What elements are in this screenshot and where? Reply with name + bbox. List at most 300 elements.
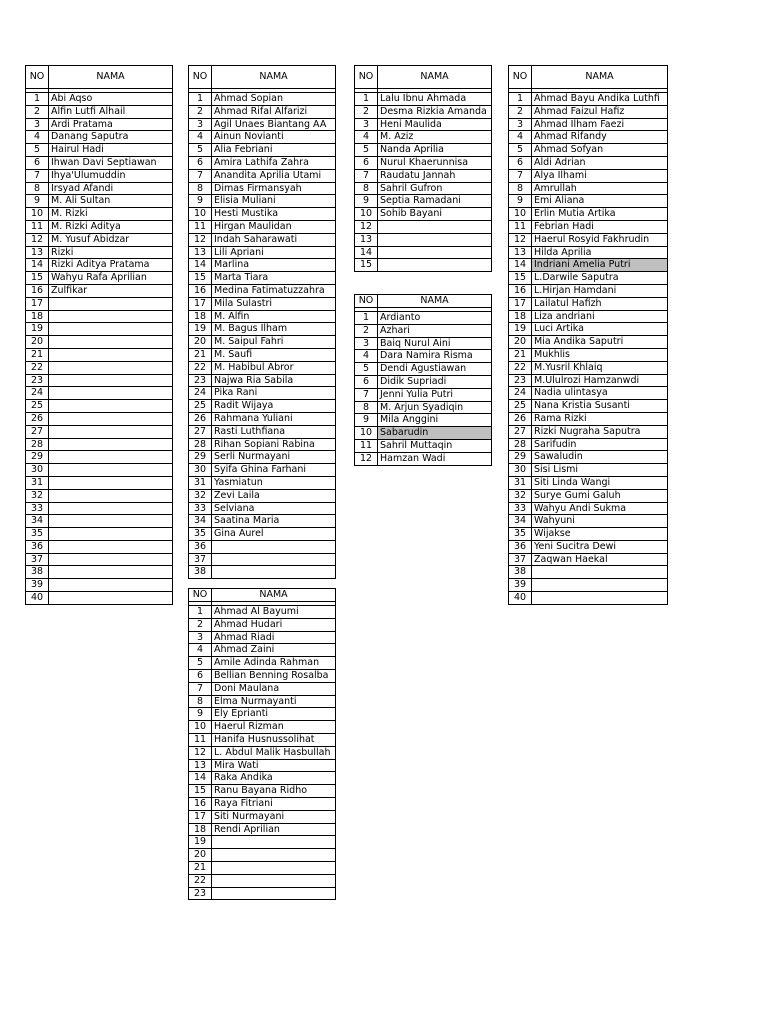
table-row bbox=[26, 553, 173, 566]
row-name bbox=[49, 528, 173, 541]
row-number: 31 bbox=[26, 476, 49, 489]
row-name: M. Habibul Abror bbox=[212, 361, 336, 374]
row-number: 10 bbox=[26, 208, 49, 221]
row-name bbox=[49, 476, 173, 489]
row-number: 23 bbox=[509, 374, 532, 387]
row-name: M. Rizki bbox=[49, 208, 173, 221]
table-row bbox=[26, 310, 173, 323]
table-row bbox=[189, 721, 336, 734]
table-row bbox=[26, 464, 173, 477]
row-name: Sarifudin bbox=[532, 438, 668, 451]
table-header bbox=[26, 66, 173, 89]
row-name: Elisia Muliani bbox=[212, 195, 336, 208]
row-name: Lili Apriani bbox=[212, 246, 336, 259]
table-row bbox=[26, 323, 173, 336]
table-row bbox=[189, 644, 336, 657]
table-row bbox=[189, 695, 336, 708]
row-name: Heni Maulida bbox=[378, 118, 492, 131]
table-row bbox=[26, 131, 173, 144]
table-row bbox=[509, 412, 668, 425]
table-row bbox=[189, 540, 336, 553]
table-row bbox=[26, 156, 173, 169]
table-row bbox=[189, 849, 336, 862]
row-name: Rizki bbox=[49, 246, 173, 259]
row-number: 11 bbox=[189, 220, 212, 233]
table-row bbox=[189, 169, 336, 182]
table-row bbox=[189, 515, 336, 528]
row-name: Ahmad Rifandy bbox=[532, 131, 668, 144]
row-name: Sabarudin bbox=[378, 427, 492, 440]
row-number: 8 bbox=[189, 695, 212, 708]
row-number: 1 bbox=[355, 93, 378, 106]
row-name: Baiq Nurul Aini bbox=[378, 337, 492, 350]
row-name: M. Aziz bbox=[378, 131, 492, 144]
row-name bbox=[49, 451, 173, 464]
row-number: 4 bbox=[189, 131, 212, 144]
table-row bbox=[189, 118, 336, 131]
row-number: 29 bbox=[26, 451, 49, 464]
row-name: Lalu Ibnu Ahmada bbox=[378, 93, 492, 106]
row-number: 33 bbox=[189, 502, 212, 515]
row-number: 31 bbox=[189, 476, 212, 489]
table-row bbox=[355, 233, 492, 246]
table-body bbox=[189, 89, 336, 579]
row-number: 17 bbox=[26, 297, 49, 310]
row-number: 28 bbox=[26, 438, 49, 451]
row-number: 3 bbox=[355, 337, 378, 350]
row-number: 3 bbox=[189, 118, 212, 131]
table-row bbox=[509, 336, 668, 349]
row-number: 15 bbox=[189, 272, 212, 285]
table-row bbox=[189, 93, 336, 106]
table-header bbox=[355, 295, 492, 308]
table-row bbox=[189, 310, 336, 323]
table-row bbox=[189, 874, 336, 887]
table-row bbox=[355, 324, 492, 337]
table-row bbox=[189, 323, 336, 336]
row-name bbox=[378, 259, 492, 272]
row-number: 36 bbox=[189, 540, 212, 553]
table-row bbox=[189, 657, 336, 670]
table-row bbox=[26, 348, 173, 361]
row-name: Raya Fitriani bbox=[212, 797, 336, 810]
table-row bbox=[509, 451, 668, 464]
table-row bbox=[189, 131, 336, 144]
row-number: 7 bbox=[189, 169, 212, 182]
table-row bbox=[509, 374, 668, 387]
row-number: 40 bbox=[26, 592, 49, 605]
table-row bbox=[355, 388, 492, 401]
table-row bbox=[26, 579, 173, 592]
row-name: Surye Gumi Galuh bbox=[532, 489, 668, 502]
row-name: Marta Tiara bbox=[212, 272, 336, 285]
table-row bbox=[189, 272, 336, 285]
row-number: 4 bbox=[26, 131, 49, 144]
row-name: Siti Nurmayani bbox=[212, 810, 336, 823]
row-number: 36 bbox=[26, 540, 49, 553]
table-row bbox=[189, 861, 336, 874]
row-number: 34 bbox=[509, 515, 532, 528]
row-number: 24 bbox=[189, 387, 212, 400]
row-number: 35 bbox=[189, 528, 212, 541]
row-name bbox=[49, 515, 173, 528]
row-number: 9 bbox=[509, 195, 532, 208]
row-number: 11 bbox=[189, 733, 212, 746]
table-row bbox=[26, 566, 173, 579]
row-name: Dendi Agustiawan bbox=[378, 363, 492, 376]
row-name: Aldi Adrian bbox=[532, 156, 668, 169]
table-row bbox=[26, 387, 173, 400]
col-header-name: NAMA bbox=[212, 66, 336, 89]
row-name bbox=[49, 297, 173, 310]
table-row bbox=[509, 592, 668, 605]
row-number: 19 bbox=[189, 836, 212, 849]
row-name: Ahmad Ilham Faezi bbox=[532, 118, 668, 131]
row-name: Ahmad Sofyan bbox=[532, 144, 668, 157]
row-name: M. Saufi bbox=[212, 348, 336, 361]
table-row bbox=[509, 156, 668, 169]
table-row bbox=[189, 438, 336, 451]
row-name: Lailatul Hafizh bbox=[532, 297, 668, 310]
row-number: 24 bbox=[26, 387, 49, 400]
name-table-6 bbox=[508, 65, 668, 605]
table-row bbox=[26, 259, 173, 272]
table-row bbox=[509, 515, 668, 528]
table-row bbox=[509, 425, 668, 438]
row-number: 2 bbox=[189, 105, 212, 118]
row-name: Ahmad Zaini bbox=[212, 644, 336, 657]
col-header-name: NAMA bbox=[532, 66, 668, 89]
row-name: Alfin Lutfi Alhail bbox=[49, 105, 173, 118]
row-name bbox=[212, 861, 336, 874]
table-row bbox=[509, 272, 668, 285]
table-row bbox=[26, 93, 173, 106]
table-row bbox=[26, 144, 173, 157]
row-number: 16 bbox=[189, 284, 212, 297]
row-name: Wijakse bbox=[532, 528, 668, 541]
row-number: 32 bbox=[509, 489, 532, 502]
table-row bbox=[355, 195, 492, 208]
row-number: 31 bbox=[509, 476, 532, 489]
row-name: Najwa Ria Sabila bbox=[212, 374, 336, 387]
row-name: L.Hirjan Hamdani bbox=[532, 284, 668, 297]
row-number: 12 bbox=[355, 220, 378, 233]
table-row bbox=[355, 144, 492, 157]
row-name: Zulfikar bbox=[49, 284, 173, 297]
table-body bbox=[189, 602, 336, 900]
row-number: 10 bbox=[509, 208, 532, 221]
row-number: 1 bbox=[26, 93, 49, 106]
row-number: 15 bbox=[189, 785, 212, 798]
row-number: 21 bbox=[189, 348, 212, 361]
row-number: 20 bbox=[509, 336, 532, 349]
row-name bbox=[212, 553, 336, 566]
row-number: 22 bbox=[189, 874, 212, 887]
row-name bbox=[532, 592, 668, 605]
table-header bbox=[509, 66, 668, 89]
row-name: M. Alfin bbox=[212, 310, 336, 323]
row-name: Haerul Rizman bbox=[212, 721, 336, 734]
row-name: Saatina Maria bbox=[212, 515, 336, 528]
row-number: 25 bbox=[189, 400, 212, 413]
table-row bbox=[355, 337, 492, 350]
table-row bbox=[189, 476, 336, 489]
table-row bbox=[189, 528, 336, 541]
table-body bbox=[26, 89, 173, 605]
row-name: Haerul Rosyid Fakhrudin bbox=[532, 233, 668, 246]
row-name bbox=[49, 387, 173, 400]
row-number: 4 bbox=[355, 350, 378, 363]
row-number: 2 bbox=[355, 105, 378, 118]
table-row bbox=[509, 195, 668, 208]
table-header bbox=[355, 66, 492, 89]
row-number: 2 bbox=[509, 105, 532, 118]
row-name: Emi Aliana bbox=[532, 195, 668, 208]
table-row bbox=[355, 452, 492, 465]
name-table-3 bbox=[188, 588, 336, 900]
row-number: 6 bbox=[509, 156, 532, 169]
table-row bbox=[509, 528, 668, 541]
table-body bbox=[509, 89, 668, 605]
row-name bbox=[49, 502, 173, 515]
row-number: 15 bbox=[355, 259, 378, 272]
row-number: 18 bbox=[189, 310, 212, 323]
row-name: Amile Adinda Rahman bbox=[212, 657, 336, 670]
row-name bbox=[49, 412, 173, 425]
table-row bbox=[189, 746, 336, 759]
row-name: Serli Nurmayani bbox=[212, 451, 336, 464]
row-number: 18 bbox=[189, 823, 212, 836]
table-row bbox=[355, 414, 492, 427]
table-row bbox=[355, 312, 492, 325]
row-name: Pika Rani bbox=[212, 387, 336, 400]
table-row bbox=[509, 400, 668, 413]
row-name bbox=[49, 400, 173, 413]
table-row bbox=[355, 259, 492, 272]
row-number: 13 bbox=[509, 246, 532, 259]
row-name: Azhari bbox=[378, 324, 492, 337]
row-number: 40 bbox=[509, 592, 532, 605]
row-name bbox=[49, 553, 173, 566]
row-name: M. Yusuf Abidzar bbox=[49, 233, 173, 246]
table-row bbox=[355, 131, 492, 144]
table-row bbox=[189, 361, 336, 374]
table-row bbox=[189, 412, 336, 425]
row-number: 5 bbox=[189, 657, 212, 670]
table-row bbox=[26, 284, 173, 297]
row-name: Nana Kristia Susanti bbox=[532, 400, 668, 413]
row-number: 26 bbox=[26, 412, 49, 425]
table-row bbox=[509, 476, 668, 489]
table-row bbox=[355, 105, 492, 118]
row-number: 25 bbox=[509, 400, 532, 413]
row-name: Ahmad Riadi bbox=[212, 631, 336, 644]
table-row bbox=[189, 669, 336, 682]
row-number: 2 bbox=[189, 618, 212, 631]
table-row bbox=[189, 348, 336, 361]
row-name: M. Saipul Fahri bbox=[212, 336, 336, 349]
row-name: Rizki Aditya Pratama bbox=[49, 259, 173, 272]
row-number: 23 bbox=[189, 887, 212, 900]
table-row bbox=[189, 606, 336, 619]
table-row bbox=[509, 502, 668, 515]
row-name: Rihan Sopiani Rabina bbox=[212, 438, 336, 451]
col-header-name: NAMA bbox=[49, 66, 173, 89]
row-name: Mia Andika Saputri bbox=[532, 336, 668, 349]
row-number: 37 bbox=[509, 553, 532, 566]
table-header bbox=[189, 66, 336, 89]
table-row bbox=[189, 553, 336, 566]
table-row bbox=[189, 823, 336, 836]
row-name: M. Arjun Syadiqin bbox=[378, 401, 492, 414]
table-row bbox=[509, 182, 668, 195]
row-number: 17 bbox=[189, 810, 212, 823]
table-row bbox=[189, 451, 336, 464]
row-number: 18 bbox=[26, 310, 49, 323]
row-number: 6 bbox=[189, 669, 212, 682]
table-row bbox=[355, 363, 492, 376]
col-header-name: NAMA bbox=[212, 589, 336, 602]
table-row bbox=[189, 810, 336, 823]
table-row bbox=[189, 733, 336, 746]
table-row bbox=[355, 118, 492, 131]
row-number: 19 bbox=[26, 323, 49, 336]
row-name: Rendi Aprilian bbox=[212, 823, 336, 836]
table-row bbox=[509, 361, 668, 374]
table-row bbox=[189, 772, 336, 785]
table-row bbox=[189, 836, 336, 849]
row-name bbox=[49, 336, 173, 349]
row-number: 7 bbox=[509, 169, 532, 182]
col-header-no: NO bbox=[509, 66, 532, 89]
table-row bbox=[26, 400, 173, 413]
row-number: 37 bbox=[189, 553, 212, 566]
row-number: 20 bbox=[26, 336, 49, 349]
table-row bbox=[355, 156, 492, 169]
row-name: M.Ululrozi Hamzanwdi bbox=[532, 374, 668, 387]
table-row bbox=[509, 540, 668, 553]
row-name bbox=[212, 874, 336, 887]
table-row bbox=[509, 233, 668, 246]
row-number: 5 bbox=[355, 144, 378, 157]
row-number: 23 bbox=[189, 374, 212, 387]
table-row bbox=[189, 208, 336, 221]
row-name: Rasti Luthfiana bbox=[212, 425, 336, 438]
row-name: Hilda Aprilia bbox=[532, 246, 668, 259]
table-row bbox=[26, 425, 173, 438]
table-row bbox=[26, 374, 173, 387]
table-row bbox=[189, 156, 336, 169]
row-name: Amira Lathifa Zahra bbox=[212, 156, 336, 169]
table-row bbox=[26, 438, 173, 451]
table-row bbox=[189, 220, 336, 233]
name-table-5 bbox=[354, 294, 492, 466]
row-number: 14 bbox=[189, 259, 212, 272]
table-row bbox=[189, 631, 336, 644]
row-name: Agil Unaes Biantang AA bbox=[212, 118, 336, 131]
row-number: 14 bbox=[509, 259, 532, 272]
row-name bbox=[49, 425, 173, 438]
table-header bbox=[189, 589, 336, 602]
row-number: 8 bbox=[355, 401, 378, 414]
row-number: 27 bbox=[189, 425, 212, 438]
table-row bbox=[509, 553, 668, 566]
row-number: 15 bbox=[26, 272, 49, 285]
row-number: 30 bbox=[26, 464, 49, 477]
row-number: 1 bbox=[509, 93, 532, 106]
table-row bbox=[189, 618, 336, 631]
table-row bbox=[509, 131, 668, 144]
row-name: Ahmad Hudari bbox=[212, 618, 336, 631]
row-name: Wahyuni bbox=[532, 515, 668, 528]
table-row bbox=[509, 246, 668, 259]
row-name: Erlin Mutia Artika bbox=[532, 208, 668, 221]
table-row bbox=[189, 105, 336, 118]
table-row bbox=[26, 118, 173, 131]
row-name: Ainun Novianti bbox=[212, 131, 336, 144]
table-row bbox=[509, 208, 668, 221]
row-name: Desma Rizkia Amanda bbox=[378, 105, 492, 118]
row-number: 12 bbox=[189, 746, 212, 759]
row-name bbox=[532, 579, 668, 592]
col-header-no: NO bbox=[189, 66, 212, 89]
table-row bbox=[509, 323, 668, 336]
table-row bbox=[26, 297, 173, 310]
row-name bbox=[212, 540, 336, 553]
row-number: 26 bbox=[189, 412, 212, 425]
table-row bbox=[189, 887, 336, 900]
row-number: 32 bbox=[26, 489, 49, 502]
row-number: 12 bbox=[26, 233, 49, 246]
table-row bbox=[509, 348, 668, 361]
row-number: 38 bbox=[509, 566, 532, 579]
row-number: 39 bbox=[26, 579, 49, 592]
row-number: 10 bbox=[355, 208, 378, 221]
row-name: Ihwan Davi Septiawan bbox=[49, 156, 173, 169]
row-number: 6 bbox=[355, 375, 378, 388]
row-name: Doni Maulana bbox=[212, 682, 336, 695]
table-row bbox=[26, 272, 173, 285]
table-row bbox=[26, 502, 173, 515]
table-row bbox=[509, 169, 668, 182]
row-number: 1 bbox=[355, 312, 378, 325]
row-name bbox=[49, 374, 173, 387]
row-number: 4 bbox=[509, 131, 532, 144]
table-row bbox=[189, 785, 336, 798]
row-name: Radit Wijaya bbox=[212, 400, 336, 413]
table-row bbox=[189, 233, 336, 246]
row-name: Mila Sulastri bbox=[212, 297, 336, 310]
row-name: Luci Artika bbox=[532, 323, 668, 336]
row-number: 39 bbox=[509, 579, 532, 592]
row-name bbox=[49, 464, 173, 477]
table-row bbox=[26, 233, 173, 246]
row-name: Rizki Nugraha Saputra bbox=[532, 425, 668, 438]
row-name: Marlina bbox=[212, 259, 336, 272]
table-row bbox=[509, 438, 668, 451]
table-row bbox=[189, 182, 336, 195]
table-row bbox=[26, 220, 173, 233]
table-row bbox=[509, 144, 668, 157]
table-row bbox=[509, 259, 668, 272]
row-name: M.Yusril Khlaiq bbox=[532, 361, 668, 374]
table-row bbox=[189, 464, 336, 477]
table-row bbox=[189, 708, 336, 721]
row-name bbox=[49, 310, 173, 323]
table-body bbox=[355, 308, 492, 466]
row-number: 11 bbox=[355, 439, 378, 452]
row-name: Rama Rizki bbox=[532, 412, 668, 425]
